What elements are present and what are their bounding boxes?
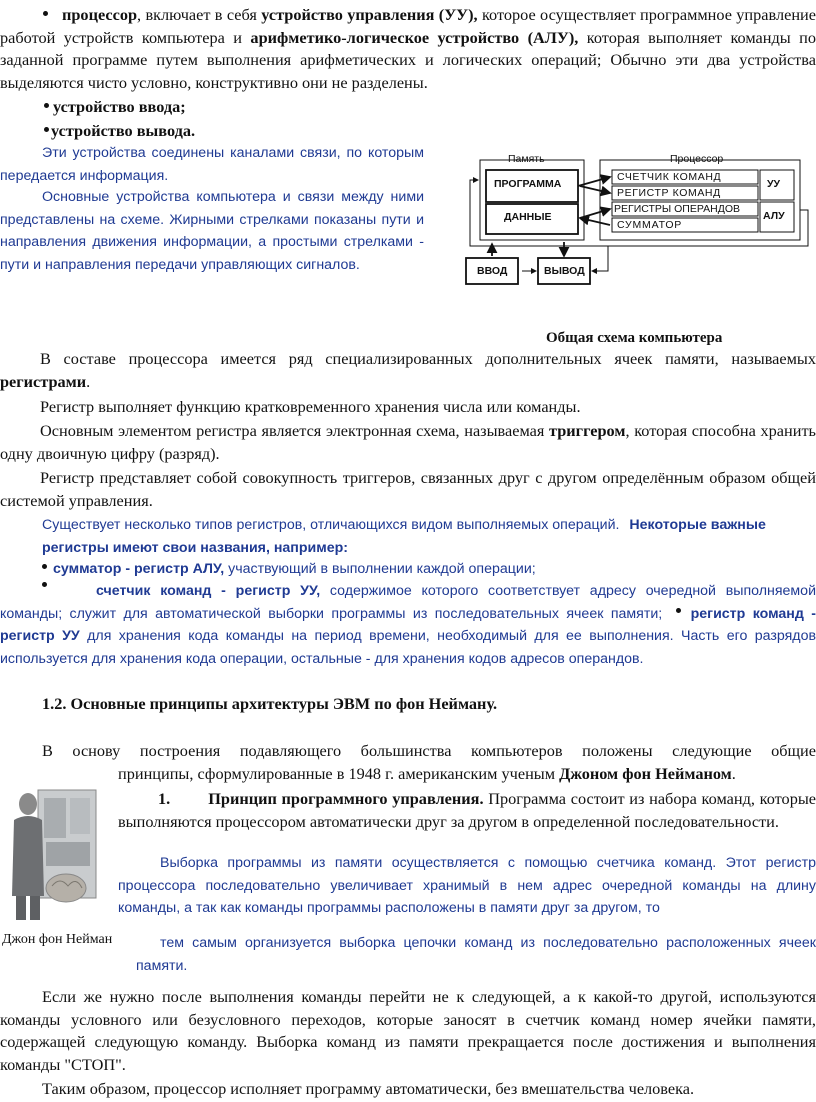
- registers-end: .: [86, 371, 91, 391]
- adder-desc: участвующий в выполнении каждой операции;: [224, 561, 536, 577]
- processor-label: Процессор: [670, 153, 724, 165]
- bullet-icon: [42, 564, 47, 569]
- counter-box: СЧЕТЧИК КОМАНД: [617, 171, 722, 183]
- registers-paragraph-1: [0, 348, 816, 393]
- blue-channels-paragraph: Эти устройства соединены каналами связи, по которым передается информация.: [0, 145, 424, 184]
- principle-text: Программа состоит из набора команд, которые выполняются процессором автоматически друг за другом в определенной последовательности.: [118, 789, 816, 831]
- adder-term: сумматор - регистр АЛУ,: [53, 561, 225, 577]
- computer-scheme-diagram: [462, 150, 816, 292]
- registers-term: регистрами: [0, 371, 87, 391]
- operand-registers-box: РЕГИСТРЫ ОПЕРАНДОВ: [614, 203, 740, 215]
- jump-paragraph: Если же нужно после выполнения команды перейти не к следующей, а к какой-то другой, используются команды условного или безусловного переходов, которые заносят в счетчик команд номер ячейки памяти, содержащей следующую команду. Выборка команд из памяти прекращается после достижения и выполнения команды "СТОП".: [0, 987, 816, 1074]
- cmdreg-desc: для хранения кода команды на период времени, необходимый для ее выполнения. Часть его разрядов используется для хранения кода операции, остальные - для хранения кодов адресов операндов.: [0, 628, 816, 667]
- von-neumann-name: Джоном фон Нейманом: [559, 764, 732, 783]
- photo-caption: Джон фон Нейман: [2, 932, 113, 947]
- output-box: ВЫВОД: [544, 265, 585, 277]
- von-neumann-lead-line2: [118, 763, 816, 786]
- principle-title: Принцип программного управления.: [208, 789, 484, 808]
- registers-paragraph-4: Регистр представляет собой совокупность триггеров, связанных друг с другом определённым образом общей системой управления.: [0, 468, 816, 510]
- input-device-label: устройство ввода;: [53, 97, 186, 116]
- intro-text-3: которая выполняет команды по заданной программе путем выполнения арифметических и логических операций; Обычно эти два устройства выделяются чисто условно, конструктивно они не разделены.: [0, 27, 816, 92]
- adder-item: [42, 558, 802, 581]
- registers-paragraph-2: Регистр выполняет функцию кратковременного хранения числа или команды.: [40, 397, 581, 416]
- output-device-label: устройство вывода.: [51, 121, 196, 140]
- intro-text-2: которое осуществляет программное управление работой устройств компьютера и: [0, 5, 816, 47]
- principle-number: 1.: [158, 789, 171, 808]
- adder-box: СУММАТОР: [617, 219, 683, 231]
- alu-term: арифметико-логическое устройство (АЛУ),: [250, 27, 579, 47]
- principle-1: [118, 788, 816, 833]
- lead-line-1: В основу построения подавляющего большинства компьютеров положены следующие общие: [42, 741, 816, 760]
- von-neumann-lead-line1: [42, 740, 816, 763]
- data-box: ДАННЫЕ: [504, 211, 552, 223]
- final-paragraph: Таким образом, процессор исполняет программу автоматически, без вмешательства человека.: [42, 1079, 695, 1098]
- counter-and-cmdreg-items: [0, 580, 816, 670]
- memory-label: Память: [508, 153, 545, 165]
- intro-text-1: , включает в себя: [137, 5, 262, 24]
- diagram-caption: Общая схема компьютера: [546, 330, 723, 346]
- trigger-text-2: , которая способна хранить одну двоичную цифру (разряд).: [0, 421, 816, 463]
- program-box: ПРОГРАММА: [494, 178, 562, 190]
- blue-scheme-paragraph: Основные устройства компьютера и связи между ними представлены на схеме. Жирными стрелками показаны пути и направления движения информации, а простыми стрелками - пути и направления передачи управляющих сигналов.: [0, 189, 424, 273]
- cmd-register-box: РЕГИСТР КОМАНД: [617, 187, 721, 199]
- intro-paragraph: [0, 4, 816, 94]
- counter-desc: содержимое которого соответствует адресу очередной выполняемой команды; служит для автоматической выборки программы из последовательных ячеек памяти;: [0, 583, 816, 622]
- cu-term: устройство управления (УУ),: [261, 5, 478, 24]
- cmdreg-term: регистр команд - регистр УУ: [0, 605, 816, 644]
- bullet-output: [44, 120, 195, 143]
- von-neumann-photo: [10, 776, 110, 926]
- counter-explanation: Выборка программы из памяти осуществляется с помощью счетчика команд. Этот регистр процессора последовательно увеличивает хранимый в нем адрес очередной команды на длину команды, а так как команды программы расположены в памяти друг за другом, то: [118, 855, 816, 916]
- trigger-text: Основным элементом регистра является электронная схема, называемая: [40, 421, 550, 440]
- processor-term: процессор: [62, 5, 138, 24]
- bullet-input: [44, 96, 186, 119]
- lead-end: .: [731, 764, 736, 783]
- counter-explanation-cont: тем самым организуется выборка цепочки команд из последовательно расположенных ячеек памяти.: [136, 935, 816, 974]
- registers-text: В составе процессора имеется ряд специализированных дополнительных ячеек памяти, называемых: [40, 349, 816, 368]
- section-heading: 1.2. Основные принципы архитектуры ЭВМ по фон Нейману.: [42, 694, 498, 713]
- registers-paragraph-3: [0, 420, 816, 465]
- cu-box: УУ: [767, 178, 781, 190]
- types-lead-bold: Некоторые важные регистры имеют свои названия, например:: [42, 517, 766, 556]
- trigger-term: триггером: [549, 421, 626, 440]
- bullet-icon: [676, 608, 681, 613]
- bullet-icon: [43, 11, 48, 16]
- alu-box: АЛУ: [763, 210, 785, 222]
- bullet-icon: [44, 103, 49, 108]
- input-box: ВВОД: [477, 265, 508, 277]
- register-types-lead: [42, 514, 782, 559]
- lead-line-2: принципы, сформулированные в 1948 г. американским ученым: [118, 764, 560, 783]
- bullet-icon: [44, 127, 49, 132]
- counter-term: счетчик команд - регистр УУ,: [96, 583, 321, 599]
- types-lead-text: Существует несколько типов регистров, отличающихся видом выполняемых операций.: [42, 517, 620, 533]
